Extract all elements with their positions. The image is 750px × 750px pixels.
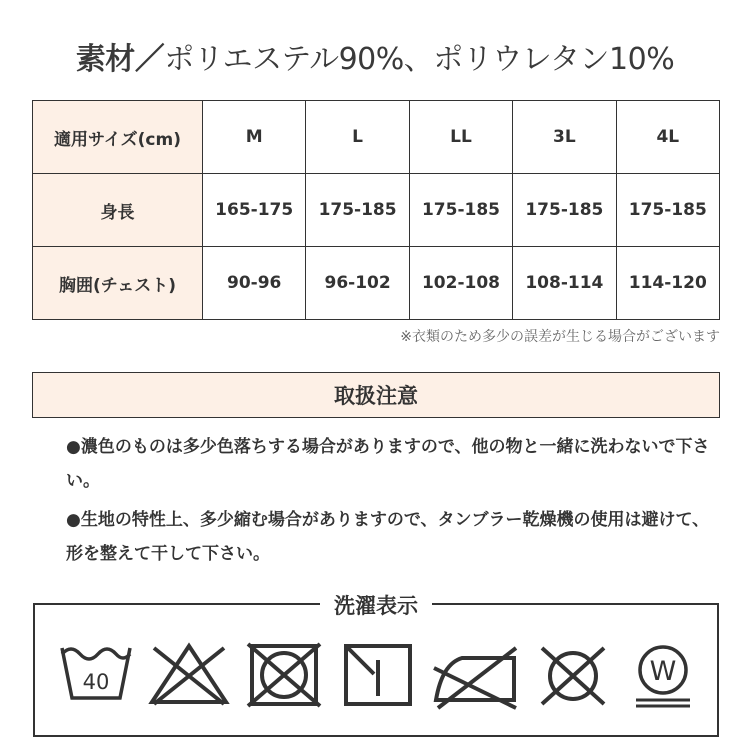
line-dry-shade-icon <box>340 640 416 710</box>
row-label-height: 身長 <box>33 174 203 247</box>
size-header-4l: 4L <box>616 101 719 174</box>
care-header: 取扱注意 <box>32 372 720 418</box>
no-dry-clean-icon <box>536 642 610 710</box>
table-cell: 96-102 <box>306 247 409 320</box>
material-value: ポリエステル90%、ポリウレタン10% <box>164 42 675 77</box>
wet-clean-icon <box>628 642 698 712</box>
no-iron-icon <box>428 640 522 710</box>
table-cell: 102-108 <box>409 247 512 320</box>
table-cell: 114-120 <box>616 247 719 320</box>
size-header-ll: LL <box>409 101 512 174</box>
row-label-chest: 胸囲(チェスト) <box>33 247 203 320</box>
table-cell: 175-185 <box>409 174 512 247</box>
table-cell: 175-185 <box>513 174 616 247</box>
care-note-shrink: ●生地の特性上、多少縮む場合がありますので、タンブラー乾燥機の使用は避けて、形を整えて干して下さい。 <box>66 510 710 564</box>
table-cell: 165-175 <box>203 174 306 247</box>
laundry-title-text: 洗濯表示 <box>320 594 432 618</box>
no-bleach-icon <box>146 640 232 708</box>
wash-temp-label: 40 <box>82 670 110 694</box>
material-label: 素材／ <box>75 42 165 77</box>
size-header-label: 適用サイズ(cm) <box>33 101 203 174</box>
table-cell: 175-185 <box>616 174 719 247</box>
table-cell: 90-96 <box>203 247 306 320</box>
no-tumble-dry-icon <box>244 640 324 710</box>
wash-40-icon <box>58 640 134 706</box>
size-header-3l: 3L <box>513 101 616 174</box>
size-header-l: L <box>306 101 409 174</box>
size-header-m: M <box>203 101 306 174</box>
size-note: ※衣類のため多少の誤差が生じる場合がございます <box>400 329 720 345</box>
wet-clean-letter: W <box>649 656 677 687</box>
table-cell: 108-114 <box>513 247 616 320</box>
table-cell: 175-185 <box>306 174 409 247</box>
care-note-color-bleed: ●濃色のものは多少色落ちする場合がありますので、他の物と一緒に洗わないで下さい。 <box>66 437 710 491</box>
